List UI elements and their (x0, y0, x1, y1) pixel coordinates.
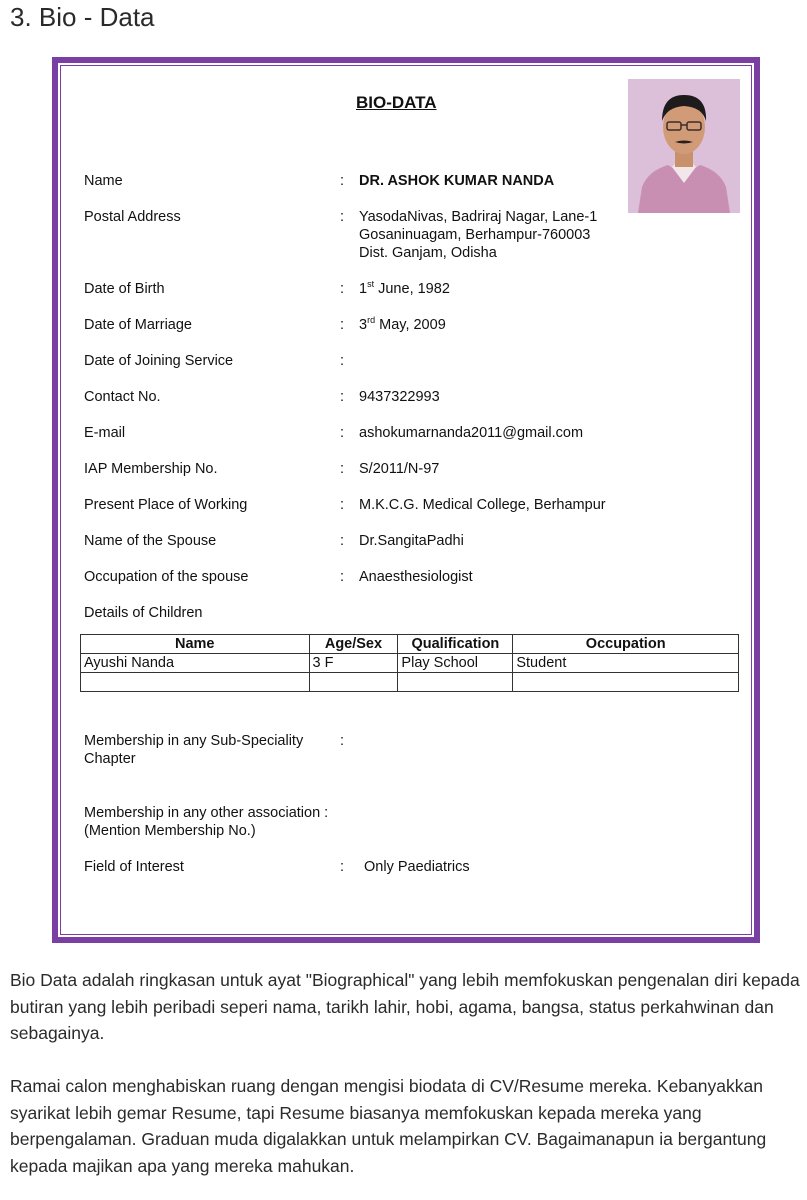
table-row (81, 673, 739, 692)
biodata-document (52, 57, 760, 943)
colon: : (340, 353, 345, 369)
document-title: BIO-DATA (356, 93, 437, 112)
spouse-occupation-label: Occupation of the spouse (84, 569, 249, 585)
other-association-label-1: Membership in any other association : (84, 805, 329, 821)
spouse-value: Dr.SangitaPadhi (359, 533, 464, 549)
name-value: DR. ASHOK KUMAR NANDA (359, 173, 555, 189)
cell-name: Ayushi Nanda (81, 654, 310, 673)
interest-value: Only Paediatrics (364, 859, 470, 875)
dom-rest: May, 2009 (375, 317, 446, 333)
email-label: E-mail (84, 425, 126, 441)
table-row (81, 654, 739, 673)
section-heading: 3. Bio - Data (10, 2, 155, 32)
dob-value (359, 280, 450, 298)
email-value: ashokumarnanda2011@gmail.com (359, 425, 584, 441)
postal-address-label: Postal Address (84, 209, 181, 225)
cell-occupation: Student (513, 654, 739, 673)
profile-photo (628, 79, 740, 213)
postal-address-line-2: Gosaninuagam, Berhampur-760003 (359, 227, 591, 243)
colon: : (340, 281, 345, 297)
dom-day: 3 (359, 317, 368, 333)
interest-label: Field of Interest (84, 859, 184, 875)
table-header-row (81, 635, 739, 654)
cell-occupation (513, 673, 739, 692)
dob-suffix: st (367, 279, 375, 290)
colon: : (340, 461, 345, 477)
contact-label: Contact No. (84, 389, 161, 405)
header-age-sex: Age/Sex (309, 635, 398, 654)
header-qualification: Qualification (398, 635, 513, 654)
dob-label: Date of Birth (84, 281, 165, 297)
colon: : (340, 317, 345, 333)
postal-address-line-3: Dist. Ganjam, Odisha (359, 245, 497, 261)
doj-label: Date of Joining Service (84, 353, 234, 369)
cell-age-sex (309, 673, 398, 692)
colon: : (340, 497, 345, 513)
dob-day: 1 (359, 281, 368, 297)
work-label: Present Place of Working (84, 497, 248, 513)
paragraph-2: Ramai calon menghabiskan ruang dengan mengisi biodata di CV/Resume mereka. Kebanyakkan syarikat lebih gemar Resume, tapi Resume biasanya memfokuskan kepada mereka yang berpengalaman. Graduan muda digalakkan untuk melampirkan CV. Bagaimanapun ia bergantung kepada majikan apa yang mereka mahukan. (10, 1076, 767, 1176)
dob-rest: June, 1982 (374, 281, 450, 297)
colon: : (340, 173, 345, 189)
sub-speciality-label-2: Chapter (84, 751, 136, 767)
children-label: Details of Children (84, 605, 203, 621)
cell-name (81, 673, 310, 692)
iap-label: IAP Membership No. (84, 461, 218, 477)
iap-value: S/2011/N-97 (359, 461, 440, 477)
header-name: Name (81, 635, 310, 654)
paragraph-1: Bio Data adalah ringkasan untuk ayat "Biographical" yang lebih memfokuskan pengenalan diri kepada butiran yang lebih peribadi seperi nama, tarikh lahir, hobi, agama, bangsa, status perkahwinan dan sebagainya. (10, 970, 800, 1043)
contact-value: 9437322993 (359, 389, 440, 405)
spouse-occupation-value: Anaesthesiologist (359, 569, 473, 585)
colon: : (340, 533, 345, 549)
dom-value (359, 316, 446, 334)
children-table (80, 634, 739, 692)
work-value: M.K.C.G. Medical College, Berhampur (359, 497, 606, 513)
colon: : (340, 425, 345, 441)
header-occupation: Occupation (513, 635, 739, 654)
cell-age-sex: 3 F (309, 654, 398, 673)
cell-qualification (398, 673, 513, 692)
dom-suffix: rd (367, 315, 376, 326)
spouse-label: Name of the Spouse (84, 533, 217, 549)
colon: : (340, 569, 345, 585)
colon: : (340, 209, 345, 225)
colon: : (340, 733, 345, 749)
portrait-image (628, 79, 740, 213)
name-label: Name (84, 173, 123, 189)
colon: : (340, 389, 345, 405)
sub-speciality-label-1: Membership in any Sub-Speciality (84, 733, 304, 749)
cell-qualification: Play School (398, 654, 513, 673)
postal-address-line-1: YasodaNivas, Badriraj Nagar, Lane-1 (359, 209, 598, 225)
other-association-label-2: (Mention Membership No.) (84, 823, 256, 839)
dom-label: Date of Marriage (84, 317, 192, 333)
colon: : (340, 859, 345, 875)
